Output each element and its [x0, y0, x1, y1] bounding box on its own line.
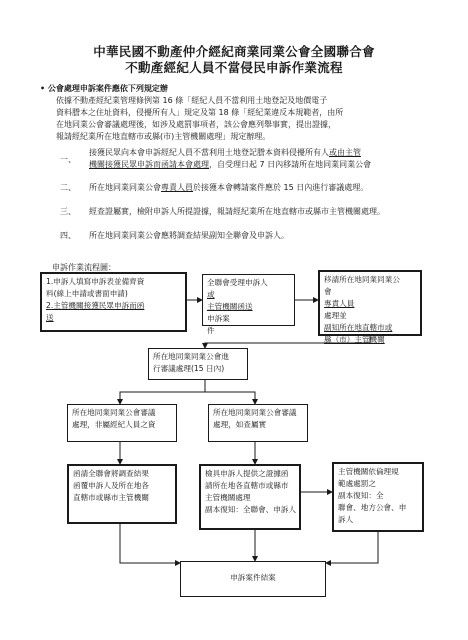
flow-box-evidence: 檢具申訴人提供之證據函 請所在地各直轄市或縣市 主管機關處理 副本復知：全聯會、申訴人 — [199, 464, 301, 530]
flow-box-not-member: 所在地同業同業公會審議 處理，非屬經紀人員之資 — [67, 404, 177, 442]
flow-box-complaint: 1.申訴人填寫申訴表並備齊資 料(線上申請或書面申請) 2.主管機關接獲民眾申訴而函 送 — [40, 272, 187, 332]
item-number: 四、 — [60, 231, 76, 240]
item-3-text: 經查證屬實，檢附申訴人所提證據，報請經紀業所在地直轄市或縣市主管機關處理。 — [89, 207, 385, 216]
item-number: 三、 — [60, 207, 76, 216]
policy-heading: • 公會處理申訴案件應依下列規定辦 — [40, 84, 168, 93]
item-1-line2: 機關接獲民眾申訴而函請本會處理，自受理日起 7 日內移請所在地同業同業公會 — [89, 160, 372, 169]
flow-box-close: 申訴案件結案 — [180, 561, 326, 597]
item-2-text: 所在地同業同業公會專責人員於接獲本會轉請案件應於 15 日內進行審議處理。 — [89, 183, 369, 192]
policy-line: 資料謄本之住址資料，侵擾所有人」規定及第 18 條「經紀業違反本規範者，由所 — [56, 108, 344, 117]
policy-line: 報請經紀業所在地直轄市或縣(市)主管機關處理」規定辦理。 — [56, 132, 271, 141]
flow-box-authority: 主管機關依倫理規 範處處罰之 副本復知：全 聯會、地方公會、申 訴人 — [332, 462, 424, 532]
item-1-line1: 接獲民眾向本會申訴經紀人員不當利用土地登記謄本資料侵擾所有人或由主管 — [89, 148, 361, 157]
document-title-line2: 不動產經紀人員不當侵民申訴作業流程 — [125, 60, 343, 75]
policy-line: 依據不動產經紀業管理條例第 16 條「經紀人員不當利用土地登記及地價電子 — [56, 96, 328, 105]
document-title-line1: 中華民國不動產仲介經紀商業同業公會全國聯合會 — [93, 44, 375, 59]
item-number: 一、 — [60, 155, 76, 164]
flow-box-transfer: 移請所在地同業同業公 會 專責人員 處理並 副知所在地直轄市或 縣（市）主管機關 — [318, 270, 422, 336]
flow-box-notify: 函請全聯會將調查結果 函覆申訴人及所在地各 直轄市或縣市主管機關 — [67, 464, 177, 524]
flowchart-label: 申訴作業流程圖： — [52, 263, 116, 272]
flow-box-confirmed: 所在地同業同業公會審議 處理，如查屬實 — [208, 404, 308, 442]
item-number: 二、 — [60, 183, 76, 192]
flow-box-review: 所在地同業同業公會進 行審議處理(15 日內) — [148, 348, 248, 380]
flow-box-accept: 全聯會受理申訴人 或 主管機關函送 申訴案 件 — [202, 274, 295, 326]
item-4-text: 所在地同業同業公會應將調查結果副知全聯會及申訴人。 — [89, 231, 289, 240]
policy-line: 在地同業公會審議處理後，如涉及處罰事項者，該公會應列舉事實，提出證據， — [56, 120, 336, 129]
